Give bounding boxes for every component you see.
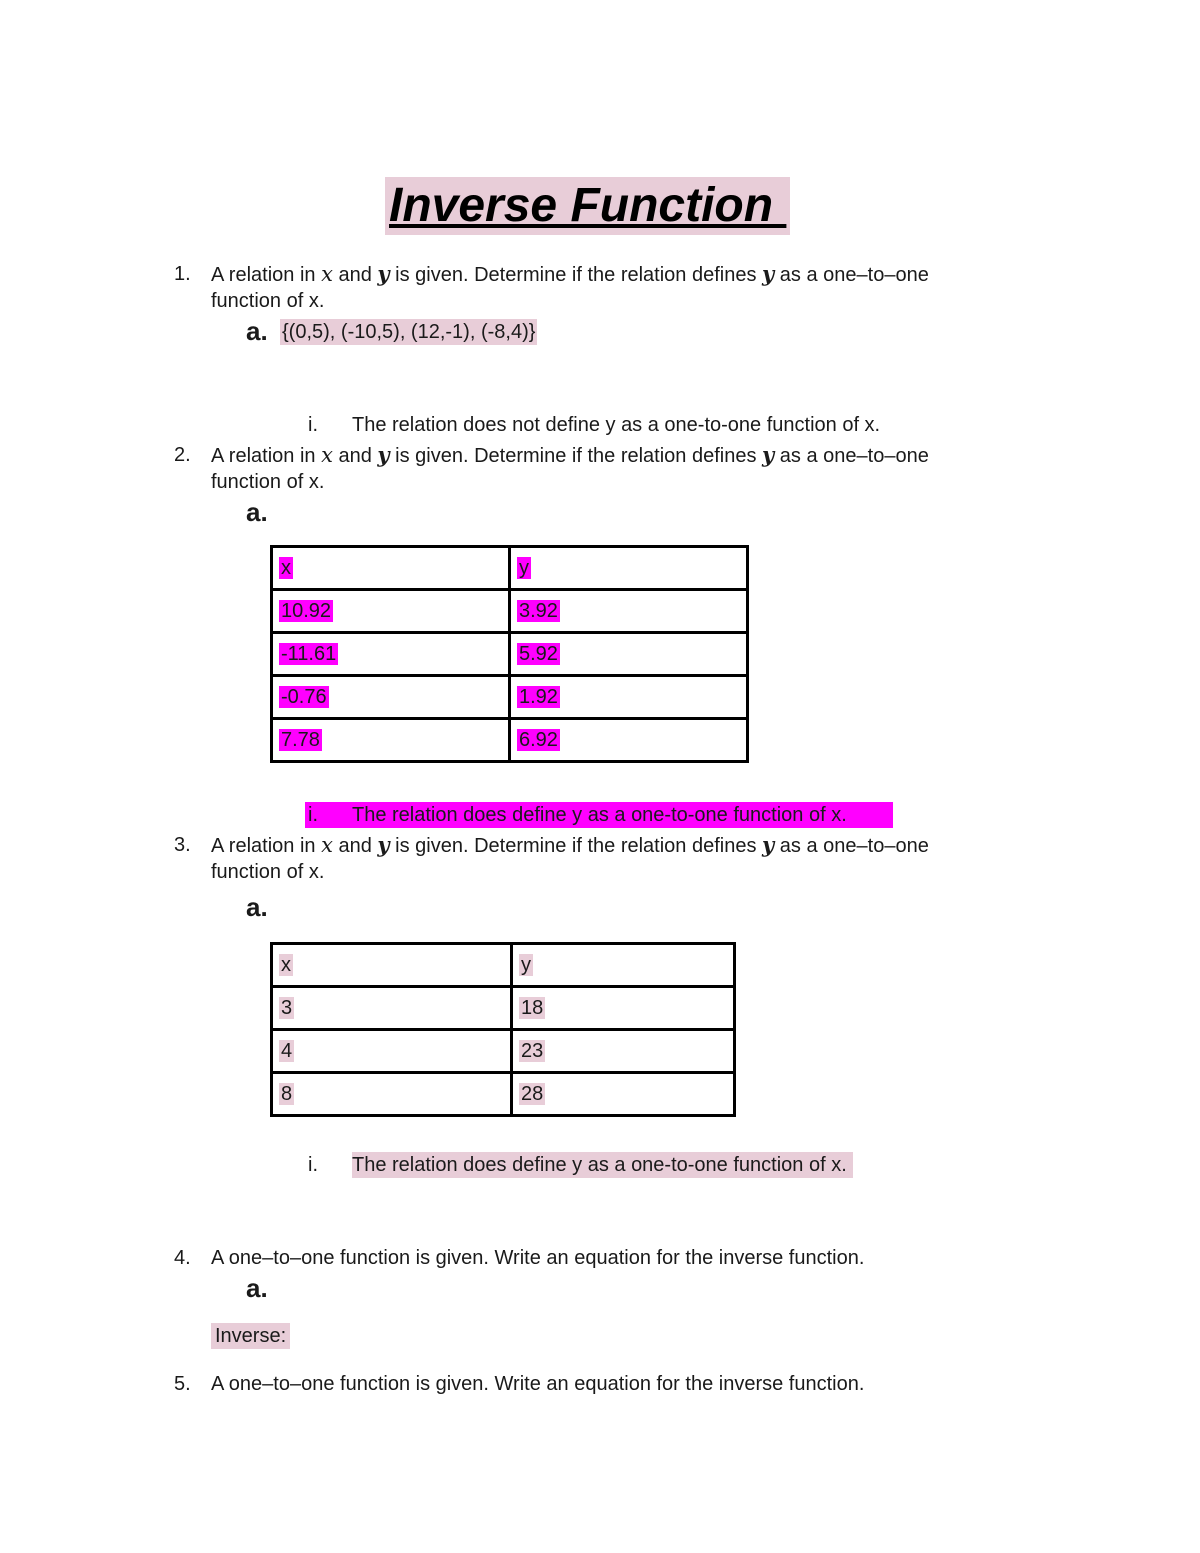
table-cell: 8 <box>281 1082 293 1105</box>
table-cell: 6.92 <box>519 728 558 751</box>
var-y: y <box>377 832 390 857</box>
var-y: y <box>377 442 390 467</box>
table-cell: 10.92 <box>281 599 332 622</box>
table-cell: 5.92 <box>519 642 558 665</box>
q2-text: A relation in x and y is given. Determine if the relation defines y as a one–to–one function of x. <box>211 442 929 493</box>
table-cell: y <box>521 953 531 976</box>
var-x: x <box>321 443 333 467</box>
table-row <box>272 987 735 1030</box>
q5-text: A one–to–one function is given. Write an equation for the inverse function. <box>211 1373 865 1395</box>
table-cell: y <box>519 556 529 579</box>
table-cell: 7.78 <box>281 728 320 751</box>
table-cell: -0.76 <box>281 685 327 708</box>
table-row <box>272 676 748 719</box>
var-y: y <box>377 261 390 286</box>
table-row <box>272 547 748 590</box>
q3-table <box>270 942 736 1117</box>
title-highlight <box>385 177 790 235</box>
table-row <box>272 590 748 633</box>
table-cell: 3.92 <box>519 599 558 622</box>
table-row <box>272 1073 735 1116</box>
q3-answer: The relation does define y as a one-to-one function of x. <box>352 1152 853 1178</box>
var-y: y <box>762 442 775 467</box>
table-row <box>272 633 748 676</box>
q5-number: 5. <box>174 1373 191 1395</box>
q4-text: A one–to–one function is given. Write an equation for the inverse function. <box>211 1247 865 1269</box>
q3-text: A relation in x and y is given. Determine if the relation defines y as a one–to–one function of x. <box>211 832 929 883</box>
table-row <box>272 944 735 987</box>
table-cell: -11.61 <box>281 642 337 665</box>
table-cell: 3 <box>281 996 293 1019</box>
q2-number: 2. <box>174 444 191 466</box>
q3-answer-roman: i. <box>308 1154 318 1176</box>
q2-answer-roman: i. <box>308 804 318 826</box>
q1-text: A relation in x and y is given. Determine if the relation defines y as a one–to–one function of x. <box>211 261 929 312</box>
table-cell: 4 <box>281 1039 293 1062</box>
q4-sub-a: a. <box>246 1273 268 1303</box>
table-cell: 23 <box>521 1039 544 1062</box>
table-cell: x <box>281 953 291 976</box>
q1-number: 1. <box>174 263 191 285</box>
table-cell: 18 <box>521 996 544 1019</box>
table-cell: 1.92 <box>519 685 558 708</box>
page-title: Inverse Function <box>389 179 787 232</box>
q3-sub-a: a. <box>246 892 268 922</box>
q1-set: {(0,5), (-10,5), (12,-1), (-8,4)} <box>282 321 536 343</box>
table-row <box>272 719 748 762</box>
q2-sub-a: a. <box>246 497 268 527</box>
q1-sub-a: a. <box>246 316 268 346</box>
q3-number: 3. <box>174 834 191 856</box>
table-cell: x <box>281 556 291 579</box>
q4-inverse-label: Inverse: <box>211 1323 290 1349</box>
var-x: x <box>321 833 333 857</box>
q2-answer: The relation does define y as a one-to-one function of x. <box>352 804 847 826</box>
table-row <box>272 1030 735 1073</box>
var-y: y <box>762 261 775 286</box>
q4-number: 4. <box>174 1247 191 1269</box>
table-cell: 28 <box>521 1082 544 1105</box>
q2-table <box>270 545 749 763</box>
var-y: y <box>762 832 775 857</box>
q1-answer-roman: i. <box>308 414 318 436</box>
var-x: x <box>321 262 333 286</box>
q1-answer: The relation does not define y as a one-to-one function of x. <box>352 414 881 436</box>
